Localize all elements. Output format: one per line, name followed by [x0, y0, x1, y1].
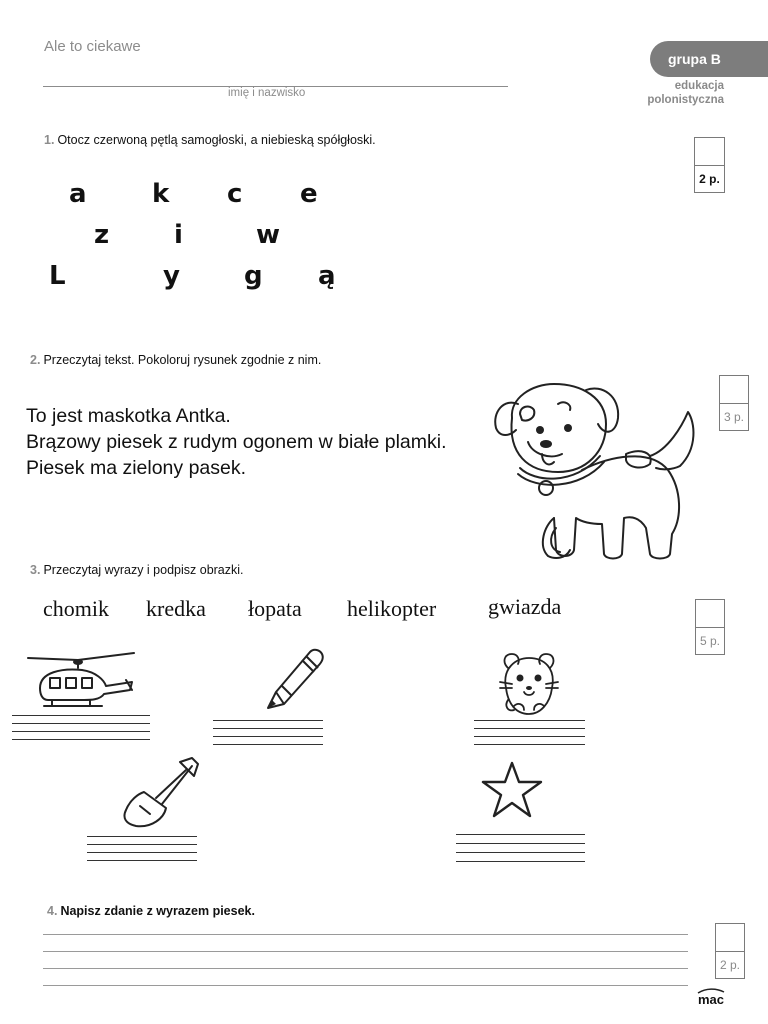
task-1-score-cell[interactable]	[695, 138, 724, 166]
task-3-number: 3.	[30, 563, 41, 577]
answer-lines-helicopter[interactable]	[12, 715, 150, 740]
story-line-3: Piesek ma zielony pasek.	[26, 457, 247, 479]
letter-z[interactable]: z	[94, 220, 110, 250]
word-gwiazda: gwiazda	[488, 594, 562, 619]
task-4-score-cell[interactable]	[716, 924, 744, 952]
letter-w[interactable]: w	[256, 220, 281, 250]
letter-c[interactable]: c	[227, 179, 243, 209]
task-1-text: Otocz czerwoną pętlą samogłoski, a niebieską spółgłoski.	[57, 133, 376, 147]
task-2-points: 3 p.	[723, 410, 744, 424]
task-3-text: Przeczytaj wyrazy i podpisz obrazki.	[43, 563, 244, 577]
answer-lines-hamster[interactable]	[474, 720, 585, 745]
task-3-points: 5 p.	[699, 634, 720, 648]
sentence-writing-lines[interactable]	[43, 934, 688, 986]
task-1-points: 2 p.	[699, 172, 720, 186]
answer-lines-shovel[interactable]	[87, 836, 197, 861]
task-4-text: Napisz zdanie z wyrazem piesek.	[60, 904, 255, 918]
crayon-icon[interactable]	[262, 646, 326, 712]
task-1-instruction	[44, 133, 376, 147]
letter-k[interactable]: k	[152, 179, 170, 209]
group-badge: grupa B	[650, 41, 768, 77]
star-icon[interactable]	[479, 760, 545, 820]
task-2-number: 2.	[30, 353, 41, 367]
answer-lines-star[interactable]	[456, 834, 585, 862]
letter-i[interactable]: i	[174, 220, 183, 250]
task-2-instruction	[30, 353, 321, 367]
letter-e[interactable]: e	[300, 179, 318, 209]
task-2-score-cell[interactable]	[720, 376, 748, 404]
task-4-points: 2 p.	[719, 958, 740, 972]
task-3-points-box	[695, 599, 725, 655]
letter-a-ogonek[interactable]: ą	[318, 261, 336, 291]
story-line-2: Brązowy piesek z rudym ogonem w białe plamki.	[26, 431, 447, 453]
letter-L[interactable]: L	[49, 261, 66, 291]
task-3-instruction	[30, 563, 244, 577]
word-lopata: łopata	[248, 596, 302, 621]
letter-y[interactable]: y	[163, 261, 180, 291]
task-1-number: 1.	[44, 133, 55, 147]
dog-icon[interactable]	[490, 378, 705, 563]
publisher-logo	[694, 988, 728, 1006]
logo-text: mac	[697, 992, 725, 1007]
answer-lines-crayon[interactable]	[213, 720, 323, 745]
story-text	[26, 403, 447, 481]
word-chomik: chomik	[43, 596, 109, 621]
worksheet-title: Ale to ciekawe	[44, 38, 141, 55]
helicopter-icon[interactable]	[26, 650, 138, 710]
subject-label	[604, 79, 724, 107]
letter-g[interactable]: g	[244, 261, 263, 291]
word-helikopter: helikopter	[347, 596, 437, 621]
task-4-instruction	[47, 904, 255, 918]
hamster-icon[interactable]	[494, 648, 564, 718]
task-4-number: 4.	[47, 904, 58, 918]
task-3-score-cell[interactable]	[696, 600, 724, 628]
word-kredka: kredka	[146, 596, 206, 621]
letter-a[interactable]: a	[69, 179, 87, 209]
subject-line-2: polonistyczna	[647, 94, 724, 106]
task-4-points-box	[715, 923, 745, 979]
task-2-text: Przeczytaj tekst. Pokoloruj rysunek zgodnie z nim.	[43, 353, 322, 367]
name-caption: imię i nazwisko	[228, 87, 306, 99]
shovel-icon[interactable]	[120, 754, 202, 830]
subject-line-1: edukacja	[674, 80, 724, 92]
task-2-points-box	[719, 375, 749, 431]
task-1-points-box	[694, 137, 725, 193]
story-line-1: To jest maskotka Antka.	[26, 405, 231, 427]
